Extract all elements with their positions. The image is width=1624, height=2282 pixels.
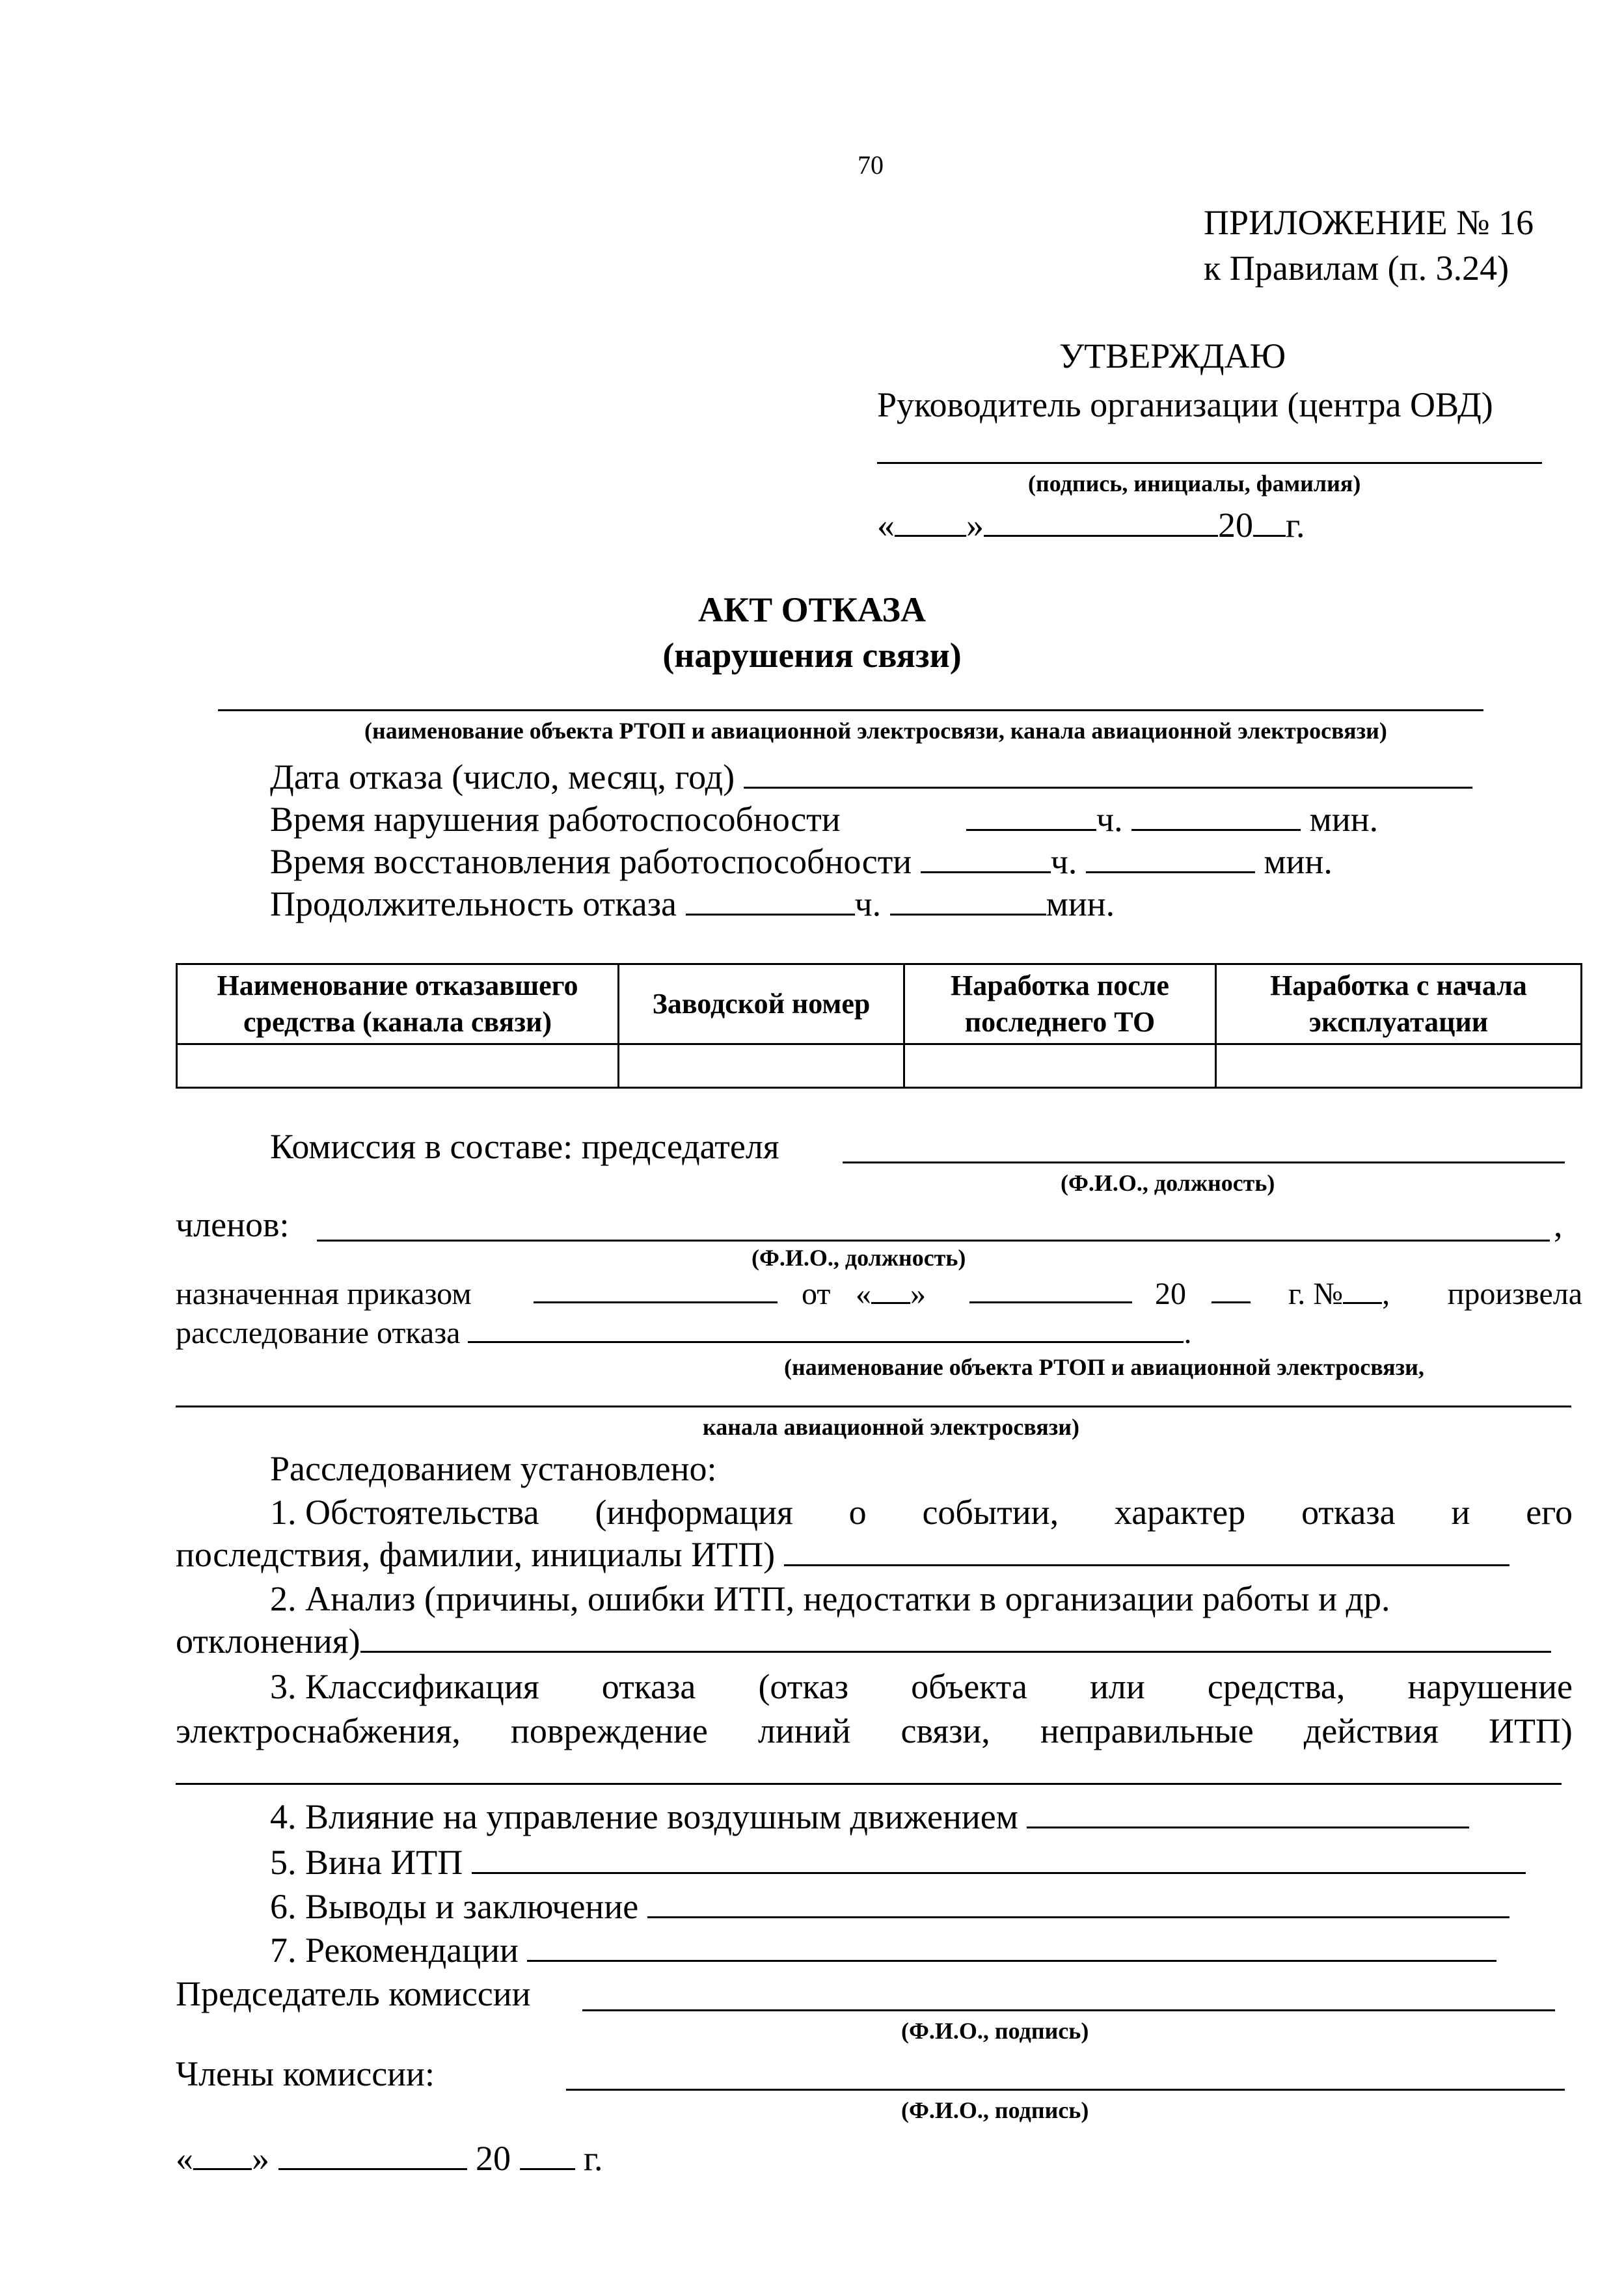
appendix-reference: к Правилам (п. 3.24) <box>1204 249 1509 288</box>
failure-date-field[interactable] <box>744 758 1472 789</box>
word: неправильные <box>1040 1711 1254 1750</box>
chair-caption: (Ф.И.О., должность) <box>1061 1170 1275 1196</box>
findings-intro: Расследованием установлено: <box>270 1449 717 1488</box>
order-row: назначенная приказом от « » 20 г. № , произвела <box>176 1275 1582 1313</box>
conducted-word: произвела <box>1447 1277 1582 1311</box>
finding-1-text: последствия, фамилии, инициалы ИТП) <box>176 1535 776 1574</box>
finding-5-row <box>270 1841 1526 1883</box>
approve-word: УТВЕРЖДАЮ <box>1059 336 1286 375</box>
word: связи, <box>900 1711 990 1750</box>
month-field[interactable] <box>984 506 1218 537</box>
failure-date-label: Дата отказа (число, месяц, год) <box>270 757 735 796</box>
minutes-label: мин. <box>1046 884 1115 923</box>
word: событии, <box>922 1493 1059 1532</box>
word: ИТП) <box>1488 1711 1573 1750</box>
finding-7-row <box>270 1929 1496 1971</box>
finding-2-line-2 <box>176 1620 1551 1662</box>
signature-caption: (подпись, инициалы, фамилия) <box>1028 470 1361 496</box>
order-from: от <box>802 1277 831 1311</box>
duration-row <box>270 883 1115 925</box>
word: объекта <box>911 1667 1027 1706</box>
members-caption: (Ф.И.О., подпись) <box>901 2097 1089 2123</box>
final-date <box>176 2138 603 2179</box>
restore-minutes-field[interactable] <box>1086 843 1255 873</box>
object-name-line[interactable] <box>218 709 1483 711</box>
duration-hours-field[interactable] <box>686 885 855 916</box>
failure-hours-field[interactable] <box>966 800 1096 831</box>
document-subtitle: (нарушения связи) <box>662 636 962 675</box>
table-row <box>177 1044 1582 1088</box>
year-prefix: 20 <box>1218 506 1253 545</box>
members-signature-label: Члены комиссии: <box>176 2054 435 2093</box>
members-label: членов: <box>176 1205 290 1244</box>
order-year-field[interactable] <box>1211 1275 1251 1303</box>
word: его <box>1526 1493 1573 1532</box>
finding-7-text: 7. Рекомендации <box>270 1931 519 1970</box>
table-header: Наработка с начала эксплуатации <box>1216 964 1582 1044</box>
commission-chair-label: Комиссия в составе: председателя <box>270 1127 779 1166</box>
word: и <box>1451 1493 1470 1532</box>
minutes-label: мин. <box>1309 800 1379 839</box>
finding-3-line-1 <box>270 1666 1573 1707</box>
page-number: 70 <box>858 150 884 180</box>
final-year: 20 <box>476 2139 511 2178</box>
chairman-signature-field[interactable] <box>582 2009 1555 2011</box>
table-cell[interactable] <box>619 1044 904 1088</box>
word: отказа <box>1301 1493 1396 1532</box>
finding-1-line-2 <box>176 1534 1509 1575</box>
finding-2-field[interactable] <box>360 1622 1551 1653</box>
document-title: АКТ ОТКАЗА <box>698 590 926 629</box>
signature-line[interactable] <box>877 462 1542 464</box>
approve-position: Руководитель организации (центра ОВД) <box>877 385 1493 424</box>
order-year: 20 <box>1155 1277 1186 1311</box>
restore-time-row <box>270 841 1333 882</box>
finding-2-line-1: 2. Анализ (причины, ошибки ИТП, недостатки в организации работы и др. <box>270 1579 1390 1618</box>
object-name-caption: (наименование объекта РТОП и авиационной электросвязи, канала авиационной электросвязи) <box>364 718 1387 744</box>
hours-label: ч. <box>854 884 882 923</box>
order-number-sign: г. № <box>1288 1277 1344 1311</box>
table-header: Наработка после последнего ТО <box>904 964 1216 1044</box>
quote-close: » <box>966 506 984 545</box>
word: 3. Классификация <box>270 1667 539 1706</box>
table-header: Наименование отказавшего средства (канала связи) <box>177 964 619 1044</box>
year-suffix: г. <box>1286 506 1305 545</box>
final-day-field[interactable] <box>193 2139 252 2170</box>
period: . <box>1184 1316 1192 1350</box>
failure-time-row <box>270 798 1428 840</box>
finding-3-field[interactable] <box>176 1783 1562 1785</box>
investigation-label: расследование отказа <box>176 1316 461 1350</box>
finding-6-field[interactable] <box>647 1888 1509 1918</box>
restore-hours-field[interactable] <box>921 843 1051 873</box>
members-signature-field[interactable] <box>566 2089 1565 2091</box>
object-line[interactable] <box>176 1406 1571 1407</box>
finding-4-row <box>270 1796 1469 1838</box>
hours-label: ч. <box>1050 842 1077 881</box>
chairman-label: Председатель комиссии <box>176 1974 531 2013</box>
finding-7-field[interactable] <box>527 1931 1496 1962</box>
word: электроснабжения, <box>176 1711 461 1750</box>
order-label: назначенная приказом <box>176 1277 472 1311</box>
word: 1. Обстоятельства <box>270 1493 539 1532</box>
table-header: Заводской номер <box>619 964 904 1044</box>
quote-open: « <box>176 2139 193 2178</box>
members-caption: (Ф.И.О., должность) <box>751 1245 966 1271</box>
finding-5-field[interactable] <box>472 1843 1526 1874</box>
failure-minutes-field[interactable] <box>1131 800 1301 831</box>
failure-date-row <box>270 756 1472 798</box>
quote-close: » <box>252 2139 269 2178</box>
chairman-caption: (Ф.И.О., подпись) <box>901 2018 1089 2044</box>
table-header-row <box>177 964 1582 1044</box>
finding-4-field[interactable] <box>1027 1798 1469 1828</box>
final-year-field[interactable] <box>520 2139 575 2170</box>
year-field[interactable] <box>1253 506 1286 537</box>
word: характер <box>1114 1493 1246 1532</box>
order-num-field[interactable] <box>1343 1276 1382 1304</box>
finding-3-line-2 <box>176 1710 1573 1752</box>
word: о <box>848 1493 867 1532</box>
hours-label: ч. <box>1096 800 1123 839</box>
investigation-field[interactable] <box>468 1315 1184 1343</box>
minutes-label: мин. <box>1264 842 1333 881</box>
word: отказа <box>601 1667 696 1706</box>
equipment-table <box>176 963 1582 1089</box>
word: действия <box>1303 1711 1439 1750</box>
quote-open: « <box>856 1277 871 1311</box>
quote-open: « <box>877 506 895 545</box>
finding-6-text: 6. Выводы и заключение <box>270 1887 639 1926</box>
finding-6-row <box>270 1886 1509 1927</box>
appendix-title: ПРИЛОЖЕНИЕ № 16 <box>1204 203 1534 242</box>
duration-label: Продолжительность отказа <box>270 884 677 923</box>
restore-time-label: Время восстановления работоспособности <box>270 842 912 881</box>
word: (отказ <box>758 1667 849 1706</box>
chair-field[interactable] <box>843 1161 1565 1163</box>
table-cell[interactable] <box>1216 1044 1582 1088</box>
finding-2-text: отклонения) <box>176 1622 360 1661</box>
word: повреждение <box>510 1711 708 1750</box>
word: или <box>1090 1667 1145 1706</box>
word: средства, <box>1207 1667 1346 1706</box>
quote-close: » <box>910 1277 926 1311</box>
day-field[interactable] <box>895 506 966 537</box>
order-number-field[interactable] <box>534 1275 778 1303</box>
finding-4-text: 4. Влияние на управление воздушным движением <box>270 1797 1018 1836</box>
members-field[interactable] <box>317 1240 1550 1242</box>
order-month-field[interactable] <box>969 1275 1132 1303</box>
final-month-field[interactable] <box>278 2139 467 2170</box>
word: нарушение <box>1407 1667 1573 1706</box>
word: (информация <box>595 1493 793 1532</box>
final-year-suffix: г. <box>584 2139 603 2178</box>
table-cell[interactable] <box>904 1044 1216 1088</box>
comma: , <box>1554 1205 1563 1244</box>
failure-time-label: Время нарушения работоспособности <box>270 800 841 839</box>
table-cell[interactable] <box>177 1044 619 1088</box>
duration-minutes-field[interactable] <box>890 885 1046 916</box>
word: линий <box>757 1711 851 1750</box>
object-caption-1: (наименование объекта РТОП и авиационной электросвязи, <box>784 1354 1424 1380</box>
finding-5-text: 5. Вина ИТП <box>270 1843 463 1882</box>
order-day-field[interactable] <box>871 1276 910 1304</box>
finding-1-field[interactable] <box>784 1536 1509 1566</box>
object-caption-2: канала авиационной электросвязи) <box>703 1414 1079 1440</box>
investigation-row <box>176 1314 1191 1352</box>
approve-date <box>877 504 1305 546</box>
finding-1-line-1 <box>270 1491 1573 1533</box>
